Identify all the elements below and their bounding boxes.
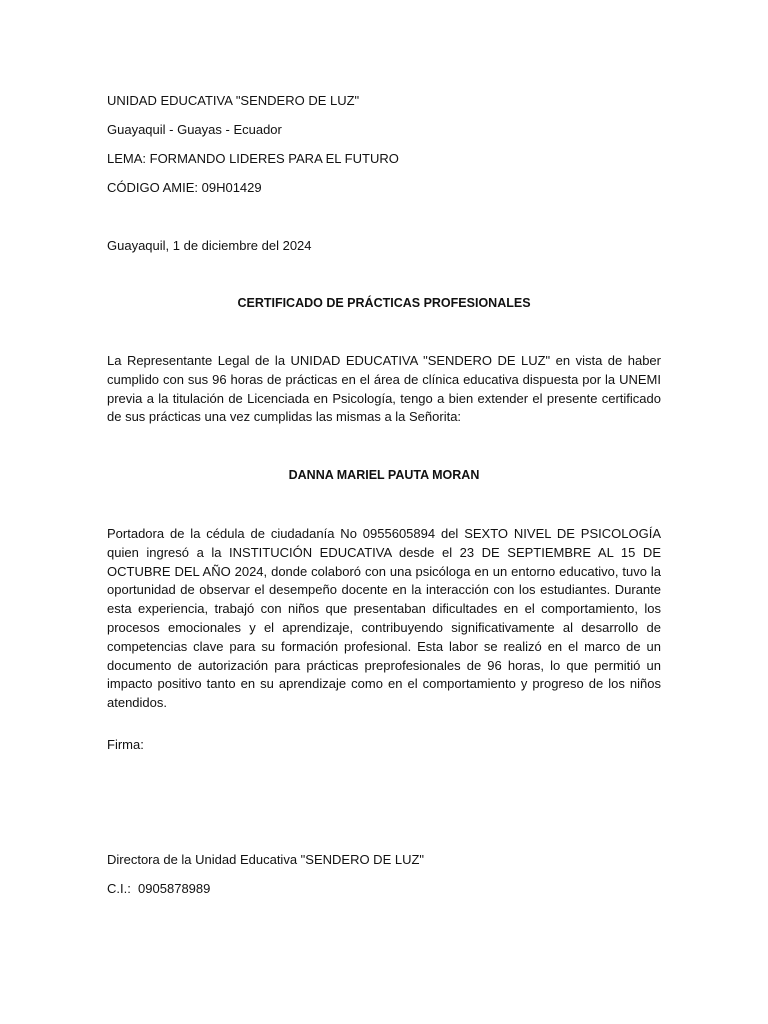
school-name: UNIDAD EDUCATIVA "SENDERO DE LUZ": [107, 93, 360, 108]
intro-paragraph: La Representante Legal de la UNIDAD EDUCATIVA "SENDERO DE LUZ" en vista de haber cumplido con sus 96 horas de prácticas en el área de clínica educativa dispuesta por la UNEMI previa a la titulación de Licenciada en Psicología, tengo a bien extender el presente certificado de sus prácticas una vez cumplidas las mismas a la Señorita:: [107, 353, 661, 425]
certificate-title: CERTIFICADO DE PRÁCTICAS PROFESIONALES: [237, 296, 531, 310]
body-paragraph: Portadora de la cédula de ciudadanía No 0955605894 del SEXTO NIVEL DE PSICOLOGÍA quien ingresó a la INSTITUCIÓN EDUCATIVA desde el 23 DE SEPTIEMBRE AL 15 DE OCTUBRE DEL AÑO 2024, donde colaboró con una psicóloga en un entorno educativo, tuvo la oportunidad de observar el desempeño docente en la interacción con los estudiantes. Durante esta experiencia, trabajó con niños que presentaban dificultades en el comportamiento, los procesos emocionales y el aprendizaje, contribuyendo significativamente al desarrollo de competencias clave para su formación profesional. Esta labor se realizó en el marco de un documento de autorización para prácticas preprofesionales de 96 horas, lo que permitió un impacto positivo tanto en su aprendizaje como en el comportamiento y progreso de los niños atendidos.: [107, 526, 661, 711]
signature-label: Firma:: [107, 737, 144, 752]
student-name: DANNA MARIEL PAUTA MORAN: [288, 468, 480, 482]
signer-id: C.I.: 0905878989: [107, 881, 211, 896]
school-motto: LEMA: FORMANDO LIDERES PARA EL FUTURO: [107, 151, 399, 166]
document-date: Guayaquil, 1 de diciembre del 2024: [107, 238, 312, 253]
signer-role: Directora de la Unidad Educativa "SENDERO DE LUZ": [107, 852, 425, 867]
school-location: Guayaquil - Guayas - Ecuador: [107, 122, 282, 137]
school-code: CÓDIGO AMIE: 09H01429: [107, 180, 262, 195]
